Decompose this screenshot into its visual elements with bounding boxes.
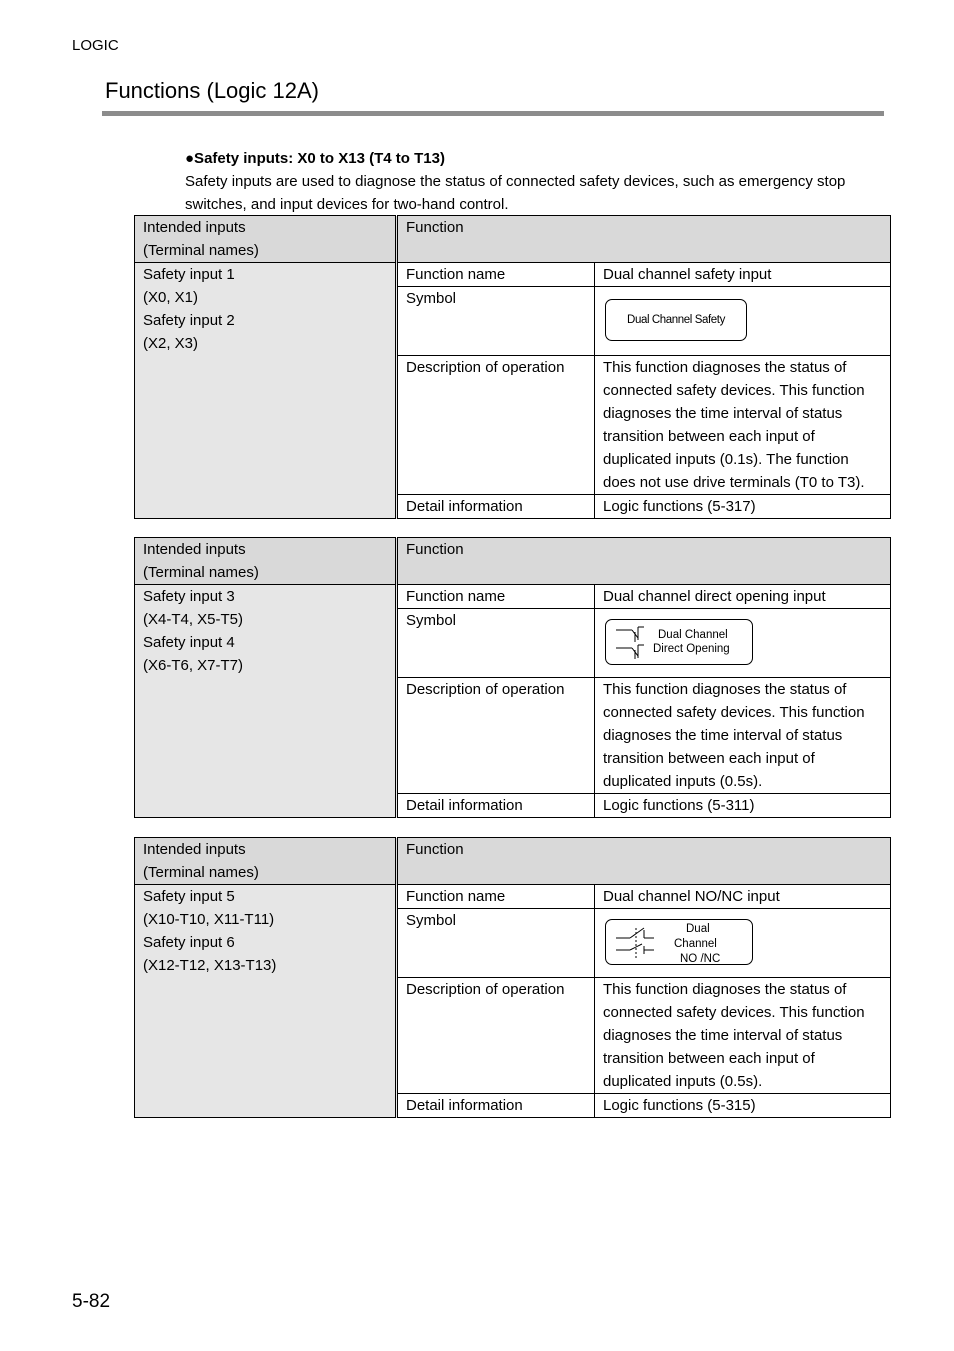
section-title: Functions (Logic 12A)	[105, 78, 319, 103]
intended-inputs-cell	[135, 885, 397, 1118]
input-line: (X10-T10, X11-T11)	[143, 911, 275, 928]
header-function: Function	[397, 538, 891, 585]
input-line: (X4-T4, X5-T5)	[143, 611, 244, 628]
dual-channel-no-nc-symbol	[605, 919, 753, 965]
intro-text: Safety inputs are used to diagnose the status of connected safety devices, such as emergency stop switches, and input devices for two-hand control.	[185, 173, 846, 213]
label-function-name: Function name	[397, 885, 595, 909]
symbol-text: Direct Opening	[653, 643, 730, 655]
input-line: Safety input 3	[143, 588, 235, 605]
input-line: (X2, X3)	[143, 335, 199, 352]
header-intended-line2: (Terminal names)	[143, 564, 259, 581]
header-intended-inputs	[135, 838, 397, 885]
safety-input-table-1	[134, 215, 891, 519]
function-name-value: Dual channel NO/NC input	[595, 885, 891, 909]
input-line: Safety input 6	[143, 934, 235, 951]
label-description: Description of operation	[397, 978, 595, 1094]
dual-channel-safety-symbol	[605, 299, 747, 341]
input-line: Safety input 5	[143, 888, 235, 905]
symbol-cell	[595, 287, 891, 356]
detail-value: Logic functions (5-311)	[595, 794, 891, 818]
intended-inputs-cell	[135, 263, 397, 519]
no-nc-contact-icon	[614, 924, 658, 960]
header-intended-line1: Intended inputs	[143, 219, 246, 236]
detail-value: Logic functions (5-315)	[595, 1094, 891, 1118]
label-description: Description of operation	[397, 356, 595, 495]
header-function: Function	[397, 216, 891, 263]
symbol-text: Channel	[674, 938, 717, 950]
label-detail: Detail information	[397, 1094, 595, 1118]
symbol-text: NO /NC	[680, 953, 721, 965]
input-line: Safety input 1	[143, 266, 235, 283]
dual-channel-direct-opening-symbol	[605, 619, 753, 665]
input-line: (X0, X1)	[143, 289, 199, 306]
input-line: (X6-T6, X7-T7)	[143, 657, 244, 674]
symbol-text: Dual Channel Safety	[627, 314, 725, 326]
header-intended-line2: (Terminal names)	[143, 242, 259, 259]
label-symbol: Symbol	[397, 609, 595, 678]
intended-inputs-cell	[135, 585, 397, 818]
page-number: 5-82	[72, 1291, 111, 1312]
label-function-name: Function name	[397, 585, 595, 609]
safety-input-table-2	[134, 537, 891, 818]
function-name-value: Dual channel direct opening input	[595, 585, 891, 609]
header-intended-line1: Intended inputs	[143, 841, 246, 858]
intro	[185, 147, 885, 216]
running-head: LOGIC	[72, 37, 119, 54]
intro-heading: ●Safety inputs: X0 to X13 (T4 to T13)	[185, 150, 445, 167]
title-rule	[102, 111, 884, 116]
header-intended-inputs	[135, 216, 397, 263]
header-intended-line2: (Terminal names)	[143, 864, 259, 881]
direct-opening-contact-icon	[614, 624, 654, 660]
header-intended-inputs	[135, 538, 397, 585]
input-line: (X12-T12, X13-T13)	[143, 957, 277, 974]
label-detail: Detail information	[397, 495, 595, 519]
header-function: Function	[397, 838, 891, 885]
function-name-value: Dual channel safety input	[595, 263, 891, 287]
description-value: This function diagnoses the status of connected safety devices. This function diagnoses the time interval of status transition between each input of duplicated inputs (0.5s).	[595, 978, 891, 1094]
label-function-name: Function name	[397, 263, 595, 287]
description-value: This function diagnoses the status of connected safety devices. This function diagnoses the time interval of status transition between each input of duplicated inputs (0.1s). The function does not use drive terminals (T0 to T3).	[595, 356, 891, 495]
symbol-cell	[595, 609, 891, 678]
description-value: This function diagnoses the status of connected safety devices. This function diagnoses the time interval of status transition between each input of duplicated inputs (0.5s).	[595, 678, 891, 794]
label-description: Description of operation	[397, 678, 595, 794]
symbol-text: Dual	[686, 923, 710, 935]
symbol-text: Dual Channel	[658, 629, 728, 641]
detail-value: Logic functions (5-317)	[595, 495, 891, 519]
header-intended-line1: Intended inputs	[143, 541, 246, 558]
symbol-cell	[595, 909, 891, 978]
safety-input-table-3	[134, 837, 891, 1118]
label-symbol: Symbol	[397, 287, 595, 356]
input-line: Safety input 2	[143, 312, 235, 329]
input-line: Safety input 4	[143, 634, 235, 651]
label-symbol: Symbol	[397, 909, 595, 978]
label-detail: Detail information	[397, 794, 595, 818]
